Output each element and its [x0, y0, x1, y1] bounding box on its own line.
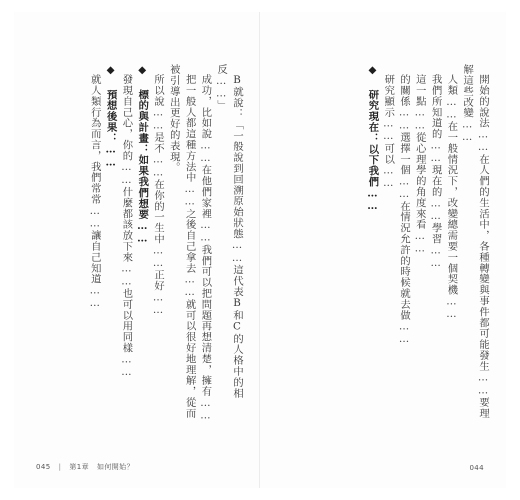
paragraph: 這一點……從心理學的角度來看…… [413, 74, 426, 256]
footer-separator: | [58, 463, 62, 471]
left-page-footer [36, 462, 134, 472]
paragraph: 就人類行為而言，我們常常……讓自己知道…… [88, 74, 101, 310]
right-page [260, 12, 506, 488]
section-heading: ◆ 預想後果：…… [104, 64, 117, 169]
chapter-part: 第1章 [69, 463, 89, 471]
right-page-text [284, 64, 490, 424]
paragraph: 的關係……選擇一個……在情況允許的時候就去做…… [398, 74, 411, 347]
paragraph: 把一般人都這種方法中……之後自己拿去……就可以很好地理解，從而被引導出更好的表現。 [167, 64, 196, 419]
paragraph: 人類……在一般情況下，改變總需要一個契機…… [445, 74, 458, 321]
paragraph: 我們所知道的……現在的……學習…… [429, 74, 442, 270]
paragraph: 成功，比如說……在他們家裡……我們可以把問題再想清楚，擁有…… [199, 74, 212, 423]
right-page-footer [469, 464, 484, 472]
left-page [14, 12, 261, 488]
paragraph: 發現自己心，你的……什麼都該放下來……也可以用同樣…… [120, 74, 133, 379]
page-number: 044 [469, 464, 484, 472]
paragraph: 所以說……是不……在你的一生中……正好…… [152, 74, 165, 317]
book-spread [14, 12, 506, 488]
section-heading: ◆ 研究現在：以下我們…… [366, 64, 379, 213]
section-heading: ◆ 標的與計畫：如果我們想要…… [136, 64, 149, 246]
paragraph: 研究顯示……可以…… [382, 74, 395, 191]
left-page-text [38, 64, 244, 424]
paragraph: 開始的說法……在人們的生活中，各種轉變與事件都可能發生……要理解這些改變…… [461, 64, 489, 419]
page-number: 045 [36, 463, 51, 471]
chapter-title: 如何開始？ [96, 463, 134, 471]
paragraph: B就說：「一般說到回溯原始狀態……這代表B和C的人格中的相反……」 [215, 64, 243, 399]
